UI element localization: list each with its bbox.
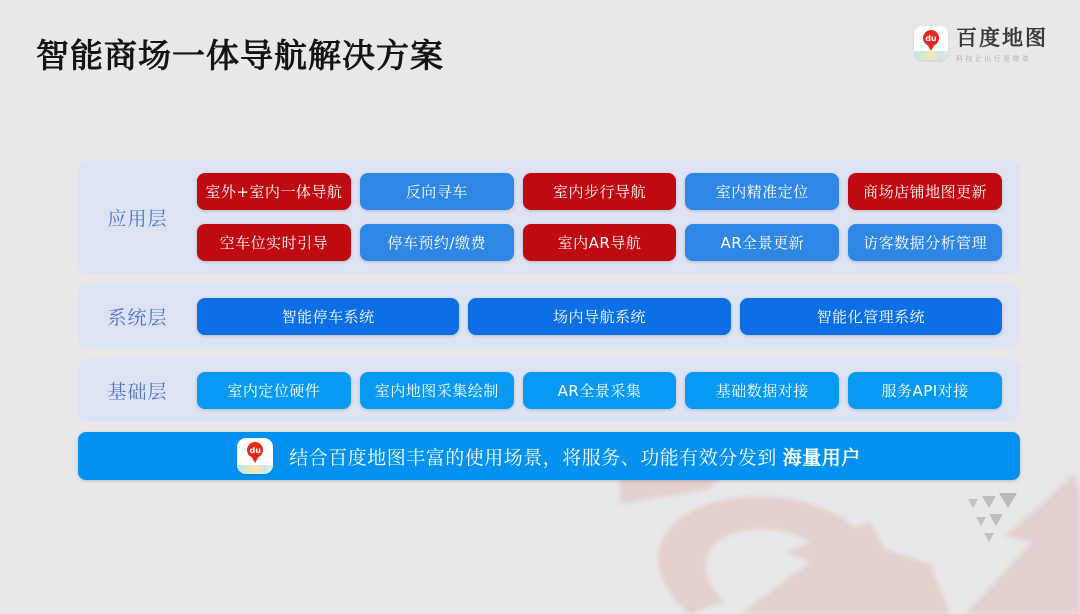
triangle-icon: [999, 493, 1017, 511]
box-indoor-ar-nav: 室内AR导航: [523, 224, 677, 261]
box-service-api-integration: 服务API对接: [848, 372, 1002, 409]
baidu-maps-app-icon-small: [237, 438, 273, 474]
triangle-icon: [984, 533, 994, 545]
logo-brand-name: 百度地图: [956, 26, 1048, 50]
baidu-maps-app-icon: [914, 26, 948, 60]
box-empty-parking-guidance: 空车位实时引导: [197, 224, 351, 261]
triangle-icon: [976, 517, 986, 529]
box-indoor-map-collection: 室内地图采集绘制: [360, 372, 514, 409]
map-pin-icon: du: [247, 442, 263, 458]
box-indoor-positioning-hardware: 室内定位硬件: [197, 372, 351, 409]
baidu-maps-logo: [914, 22, 1048, 64]
layer-panel-system: [78, 285, 1020, 348]
triangle-icon: [968, 499, 978, 511]
chevron-triangles-decoration: [962, 492, 1032, 552]
box-mall-store-map-update: 商场店铺地图更新: [848, 173, 1002, 210]
summary-banner: [78, 432, 1020, 480]
banner-text: 结合百度地图丰富的使用场景，将服务、功能有效分发到: [289, 446, 777, 469]
slide-title: 智能商场一体导航解决方案: [36, 36, 444, 75]
layer-label-system: 系统层: [107, 307, 168, 329]
layer-label-foundation: 基础层: [107, 381, 168, 403]
box-reverse-car-search: 反向寻车: [360, 173, 514, 210]
mini-map-decoration: [914, 51, 948, 60]
box-smart-parking-system: 智能停车系统: [197, 298, 459, 335]
box-in-venue-nav-system: 场内导航系统: [468, 298, 730, 335]
map-pin-icon: du: [923, 30, 939, 46]
box-intelligent-management-system: 智能化管理系统: [740, 298, 1002, 335]
layer-label-application: 应用层: [107, 207, 168, 230]
layer-panel-foundation: [78, 359, 1020, 422]
box-ar-panorama-collection: AR全景采集: [523, 372, 677, 409]
box-parking-reservation-payment: 停车预约/缴费: [360, 224, 514, 261]
box-visitor-data-analytics: 访客数据分析管理: [848, 224, 1002, 261]
mini-map-decoration: [237, 465, 273, 474]
box-ar-panorama-update: AR全景更新: [685, 224, 839, 261]
layer-stack: [78, 160, 1020, 433]
box-outdoor-indoor-nav: 室外+室内一体导航: [197, 173, 351, 210]
box-basic-data-integration: 基础数据对接: [685, 372, 839, 409]
logo-tagline: 科技让出行更简单: [956, 55, 1032, 63]
box-indoor-precise-positioning: 室内精准定位: [685, 173, 839, 210]
layer-panel-application: [78, 160, 1020, 274]
banner-highlight: 海量用户: [782, 446, 861, 469]
box-indoor-walking-nav: 室内步行导航: [523, 173, 677, 210]
triangle-icon: [982, 496, 996, 511]
triangle-icon: [989, 514, 1003, 529]
